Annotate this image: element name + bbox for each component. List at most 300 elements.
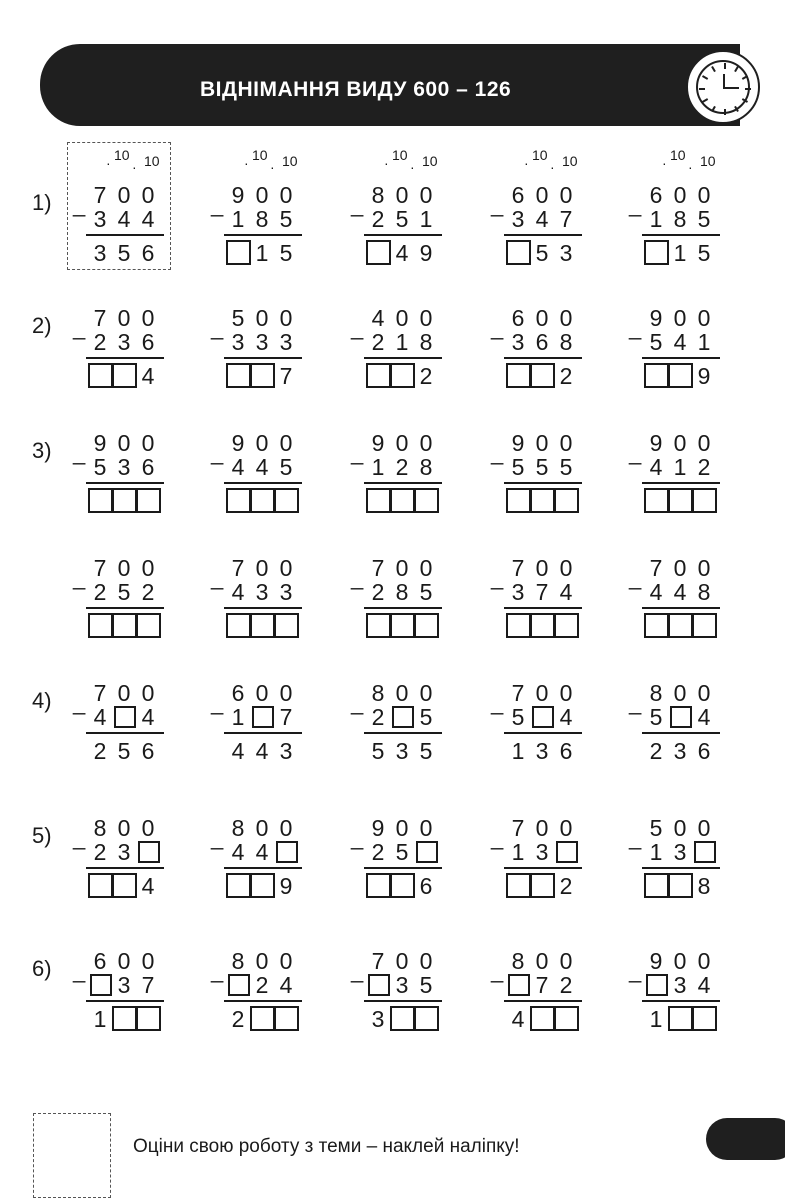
answer-box[interactable] [506,613,531,638]
minuend-digit: 8 [371,182,385,208]
answer-box[interactable] [112,488,137,513]
minuend-digit: 0 [419,680,433,706]
answer-box[interactable] [274,613,299,638]
result-digit: 4 [141,873,155,899]
subtrahend-digit: 4 [649,454,663,480]
digit-box[interactable] [508,974,530,996]
subtrahend-digit: 4 [673,579,687,605]
subtraction-line [86,607,164,609]
answer-box[interactable] [644,240,669,265]
minus-sign: _ [491,690,504,715]
subtrahend-digit: 4 [673,329,687,355]
subtraction-line [86,1000,164,1002]
digit-box[interactable] [114,706,136,728]
answer-box[interactable] [274,488,299,513]
minuend-digit: 0 [535,555,549,581]
answer-box[interactable] [506,873,531,898]
subtrahend-digit: 5 [697,206,711,232]
subtrahend-digit: 4 [255,454,269,480]
result-digit: 1 [649,1006,663,1032]
minuend-digit: 0 [697,555,711,581]
subtrahend-digit: 5 [93,454,107,480]
minuend-digit: 7 [511,680,525,706]
result-digit: 1 [673,240,687,266]
subtrahend-digit: 2 [371,839,385,865]
subtrahend-digit: 5 [559,454,573,480]
subtrahend-digit: 2 [93,329,107,355]
minuend-digit: 0 [419,815,433,841]
answer-box[interactable] [668,488,693,513]
result-digit: 4 [395,240,409,266]
subtrahend-digit: 5 [649,329,663,355]
answer-box[interactable] [112,613,137,638]
subtraction-line [504,867,582,869]
minuend-digit: 0 [697,680,711,706]
minuend-digit: 8 [93,815,107,841]
minuend-digit: 0 [279,555,293,581]
answer-box[interactable] [366,613,391,638]
carry-ten: 10 [562,153,578,169]
subtraction-line [364,1000,442,1002]
answer-box[interactable] [668,873,693,898]
answer-box[interactable] [226,873,251,898]
minuend-digit: 0 [559,948,573,974]
subtraction-line [224,732,302,734]
answer-box[interactable] [88,613,113,638]
subtraction-line [504,482,582,484]
subtrahend-digit: 2 [371,704,385,730]
subtrahend-digit: 5 [117,579,131,605]
minus-sign: _ [629,958,642,983]
subtrahend-digit: 6 [535,329,549,355]
answer-box[interactable] [414,1006,439,1031]
subtrahend-digit: 3 [279,579,293,605]
carry-ten: 10 [670,147,686,163]
result-digit: 3 [371,1006,385,1032]
carry-ten: 10 [392,147,408,163]
minus-sign: _ [73,825,86,850]
minuend-digit: 0 [255,555,269,581]
answer-box[interactable] [668,613,693,638]
result-digit: 5 [419,738,433,764]
subtrahend-digit: 8 [255,206,269,232]
subtrahend-digit: 1 [697,329,711,355]
result-digit: 6 [697,738,711,764]
answer-box[interactable] [554,488,579,513]
carry-ten: 10 [422,153,438,169]
result-digit: 6 [559,738,573,764]
answer-box[interactable] [390,488,415,513]
subtraction-line [364,357,442,359]
minuend-digit: 5 [231,305,245,331]
minus-sign: _ [629,825,642,850]
minuend-digit: 7 [93,680,107,706]
minuend-digit: 7 [231,555,245,581]
minuend-digit: 0 [559,305,573,331]
subtrahend-digit: 3 [673,839,687,865]
subtraction-line [364,234,442,236]
subtrahend-digit: 4 [141,206,155,232]
answer-box[interactable] [506,363,531,388]
answer-box[interactable] [644,613,669,638]
subtrahend-digit: 8 [419,454,433,480]
answer-box[interactable] [366,873,391,898]
subtrahend-digit: 1 [395,329,409,355]
subtrahend-digit: 3 [511,206,525,232]
subtrahend-digit: 6 [141,454,155,480]
minuend-digit: 0 [559,555,573,581]
digit-box[interactable] [556,841,578,863]
result-digit: 1 [511,738,525,764]
subtrahend-digit: 4 [255,839,269,865]
minuend-digit: 0 [117,430,131,456]
answer-box[interactable] [136,488,161,513]
subtrahend-digit: 1 [511,839,525,865]
minuend-digit: 0 [673,182,687,208]
carry-dot: · [384,155,389,171]
minuend-digit: 0 [279,815,293,841]
answer-box[interactable] [112,1006,137,1031]
page-number-tab [706,1118,785,1160]
minuend-digit: 9 [649,948,663,974]
subtrahend-digit: 4 [649,579,663,605]
minuend-digit: 0 [279,305,293,331]
minus-sign: _ [211,690,224,715]
answer-box[interactable] [668,363,693,388]
subtraction-line [224,607,302,609]
subtraction-line [86,482,164,484]
answer-box[interactable] [112,363,137,388]
subtrahend-digit: 3 [255,579,269,605]
answer-box[interactable] [250,873,275,898]
minus-sign: _ [629,192,642,217]
digit-box[interactable] [276,841,298,863]
minuend-digit: 0 [255,182,269,208]
minuend-digit: 0 [141,555,155,581]
result-digit: 1 [93,1006,107,1032]
row-label: 5) [32,823,52,848]
row-label: 4) [32,688,52,713]
subtraction-line [364,867,442,869]
minuend-digit: 9 [231,182,245,208]
answer-box[interactable] [390,873,415,898]
subtrahend-digit: 6 [141,329,155,355]
subtraction-line [504,234,582,236]
digit-box[interactable] [138,841,160,863]
answer-box[interactable] [414,613,439,638]
result-digit: 3 [559,240,573,266]
subtrahend-digit: 1 [231,206,245,232]
answer-box[interactable] [88,873,113,898]
answer-box[interactable] [390,363,415,388]
subtrahend-digit: 5 [395,839,409,865]
answer-box[interactable] [692,1006,717,1031]
carry-ten: 10 [282,153,298,169]
subtrahend-digit: 2 [395,454,409,480]
carry-dot: · [410,159,415,175]
carry-dot: · [688,159,693,175]
subtrahend-digit: 4 [231,579,245,605]
answer-box[interactable] [226,240,251,265]
answer-box[interactable] [226,613,251,638]
result-digit: 2 [231,1006,245,1032]
subtrahend-digit: 2 [255,972,269,998]
subtraction-line [224,1000,302,1002]
minuend-digit: 4 [371,305,385,331]
digit-box[interactable] [252,706,274,728]
answer-box[interactable] [644,488,669,513]
subtraction-line [86,234,164,236]
carry-dot: · [132,159,137,175]
minus-sign: _ [351,440,364,465]
digit-box[interactable] [646,974,668,996]
minuend-digit: 9 [649,305,663,331]
carry-dot: · [550,159,555,175]
minuend-digit: 0 [559,680,573,706]
minus-sign: _ [211,440,224,465]
result-digit: 4 [255,738,269,764]
answer-box[interactable] [250,488,275,513]
minuend-digit: 0 [395,680,409,706]
result-digit: 4 [141,363,155,389]
result-digit: 5 [697,240,711,266]
minuend-digit: 0 [279,430,293,456]
carry-dot: · [270,159,275,175]
subtraction-line [86,732,164,734]
subtrahend-digit: 4 [559,579,573,605]
minuend-digit: 0 [279,680,293,706]
minus-sign: _ [491,440,504,465]
minuend-digit: 0 [419,430,433,456]
result-digit: 3 [279,738,293,764]
answer-box[interactable] [112,873,137,898]
subtrahend-digit: 2 [697,454,711,480]
answer-box[interactable] [136,613,161,638]
answer-box[interactable] [390,613,415,638]
subtraction-line [364,732,442,734]
subtraction-line [364,607,442,609]
answer-box[interactable] [226,363,251,388]
result-digit: 6 [419,873,433,899]
minuend-digit: 0 [395,182,409,208]
answer-box[interactable] [530,488,555,513]
answer-box[interactable] [530,873,555,898]
minuend-digit: 0 [117,555,131,581]
minuend-digit: 0 [141,305,155,331]
result-digit: 7 [279,363,293,389]
subtrahend-digit: 5 [535,454,549,480]
answer-box[interactable] [530,363,555,388]
minuend-digit: 8 [649,680,663,706]
digit-box[interactable] [392,706,414,728]
digit-box[interactable] [228,974,250,996]
subtrahend-digit: 2 [93,579,107,605]
answer-box[interactable] [250,613,275,638]
minuend-digit: 0 [117,680,131,706]
minus-sign: _ [73,690,86,715]
minus-sign: _ [211,958,224,983]
subtraction-line [642,1000,720,1002]
answer-box[interactable] [390,1006,415,1031]
digit-box[interactable] [532,706,554,728]
subtraction-line [642,732,720,734]
minuend-digit: 0 [535,948,549,974]
minuend-digit: 0 [673,305,687,331]
subtrahend-digit: 8 [697,579,711,605]
minuend-digit: 0 [673,815,687,841]
subtrahend-digit: 4 [231,454,245,480]
minuend-digit: 9 [649,430,663,456]
digit-box[interactable] [90,974,112,996]
subtrahend-digit: 4 [141,704,155,730]
minuend-digit: 8 [231,815,245,841]
answer-box[interactable] [226,488,251,513]
answer-box[interactable] [250,363,275,388]
minuend-digit: 0 [535,680,549,706]
minuend-digit: 0 [117,305,131,331]
answer-box[interactable] [530,613,555,638]
result-digit: 2 [559,363,573,389]
sticker-area [33,1113,111,1198]
answer-box[interactable] [274,1006,299,1031]
minuend-digit: 0 [141,948,155,974]
subtrahend-digit: 4 [279,972,293,998]
minus-sign: _ [351,958,364,983]
minus-sign: _ [351,565,364,590]
subtrahend-digit: 4 [231,839,245,865]
subtrahend-digit: 5 [419,704,433,730]
digit-box[interactable] [694,841,716,863]
minuend-digit: 0 [255,815,269,841]
result-digit: 1 [255,240,269,266]
digit-box[interactable] [368,974,390,996]
minuend-digit: 0 [419,948,433,974]
subtrahend-digit: 2 [141,579,155,605]
result-digit: 2 [559,873,573,899]
minuend-digit: 0 [697,305,711,331]
answer-box[interactable] [530,1006,555,1031]
answer-box[interactable] [506,488,531,513]
result-digit: 9 [697,363,711,389]
subtrahend-digit: 5 [279,454,293,480]
carry-ten: 10 [252,147,268,163]
minuend-digit: 0 [395,815,409,841]
answer-box[interactable] [88,488,113,513]
subtraction-line [642,357,720,359]
minuend-digit: 9 [511,430,525,456]
answer-box[interactable] [366,240,391,265]
result-digit: 5 [117,240,131,266]
answer-box[interactable] [250,1006,275,1031]
answer-box[interactable] [554,613,579,638]
minuend-digit: 0 [255,430,269,456]
minuend-digit: 7 [371,555,385,581]
minuend-digit: 0 [279,182,293,208]
subtrahend-digit: 3 [93,206,107,232]
subtrahend-digit: 4 [697,972,711,998]
minus-sign: _ [491,315,504,340]
result-digit: 5 [279,240,293,266]
minus-sign: _ [211,565,224,590]
carry-dot: · [524,155,529,171]
answer-box[interactable] [88,363,113,388]
minuend-digit: 0 [559,182,573,208]
answer-box[interactable] [366,488,391,513]
minuend-digit: 0 [697,430,711,456]
row-label: 1) [32,190,52,215]
minuend-digit: 7 [511,555,525,581]
subtrahend-digit: 7 [535,972,549,998]
answer-box[interactable] [366,363,391,388]
subtrahend-digit: 1 [419,206,433,232]
subtrahend-digit: 2 [371,329,385,355]
minuend-digit: 9 [93,430,107,456]
minuend-digit: 6 [511,182,525,208]
minus-sign: _ [629,690,642,715]
subtrahend-digit: 4 [117,206,131,232]
result-digit: 3 [535,738,549,764]
answer-box[interactable] [692,488,717,513]
digit-box[interactable] [416,841,438,863]
result-digit: 5 [371,738,385,764]
minuend-digit: 7 [649,555,663,581]
answer-box[interactable] [644,873,669,898]
subtrahend-digit: 7 [559,206,573,232]
minus-sign: _ [491,825,504,850]
minuend-digit: 6 [511,305,525,331]
result-digit: 3 [93,240,107,266]
answer-box[interactable] [692,613,717,638]
answer-box[interactable] [644,363,669,388]
result-digit: 6 [141,240,155,266]
subtrahend-digit: 2 [93,839,107,865]
subtrahend-digit: 5 [511,704,525,730]
minuend-digit: 0 [255,680,269,706]
subtrahend-digit: 5 [649,704,663,730]
answer-box[interactable] [554,1006,579,1031]
subtrahend-digit: 3 [117,839,131,865]
minus-sign: _ [73,315,86,340]
answer-box[interactable] [136,1006,161,1031]
result-digit: 6 [141,738,155,764]
subtraction-line [224,357,302,359]
subtraction-line [224,867,302,869]
subtrahend-digit: 8 [419,329,433,355]
subtrahend-digit: 3 [511,329,525,355]
minus-sign: _ [73,958,86,983]
subtrahend-digit: 7 [535,579,549,605]
minus-sign: _ [491,565,504,590]
minuend-digit: 0 [395,948,409,974]
minuend-digit: 0 [535,182,549,208]
minuend-digit: 0 [673,680,687,706]
minuend-digit: 0 [419,182,433,208]
answer-box[interactable] [414,488,439,513]
digit-box[interactable] [670,706,692,728]
subtrahend-digit: 8 [395,579,409,605]
answer-box[interactable] [506,240,531,265]
minus-sign: _ [629,440,642,465]
minuend-digit: 9 [371,430,385,456]
minuend-digit: 0 [395,430,409,456]
answer-box[interactable] [668,1006,693,1031]
minuend-digit: 6 [649,182,663,208]
minuend-digit: 6 [231,680,245,706]
carry-dot: · [662,155,667,171]
clock-icon [686,50,760,124]
minuend-digit: 0 [559,815,573,841]
minuend-digit: 8 [511,948,525,974]
